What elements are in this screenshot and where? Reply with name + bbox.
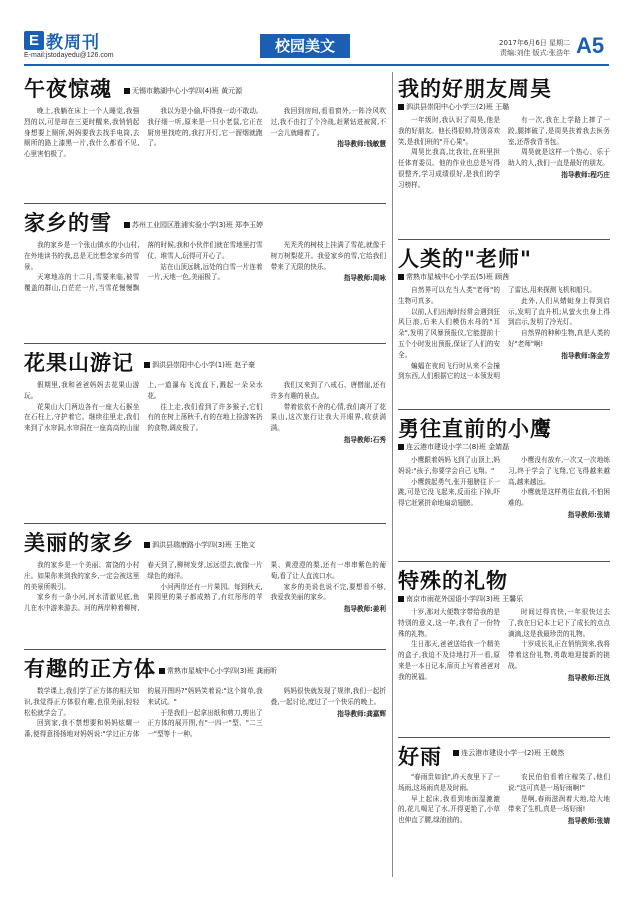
article-separator — [24, 523, 386, 524]
article-separator — [398, 561, 610, 562]
article-haoyu — [398, 744, 610, 876]
teacher-credit: 指导教师:张婧 — [567, 510, 610, 519]
article-byline: 泗洪县崇阳中心小学三(2)班 王璐 — [398, 102, 610, 112]
article-title: 我的好朋友周昊 — [398, 77, 552, 101]
article-byline: 连云港市建设小学一(2)班 王兢然 — [453, 748, 564, 758]
article-title: 有趣的正方体 — [24, 657, 156, 681]
teacher-credit: 指导教师:汪岚 — [567, 673, 610, 682]
brand-e-mark: E — [24, 31, 44, 50]
article-body: 小鹰跟着妈妈飞到了山顶上,妈妈说:"孩子,你要学会自己飞翔。" 小鹰鼓起勇气,张开翅膀往下一跳,可是它没飞起来,反而往下掉,吓得它赶紧拼命地扇动翅膀。 小鹰没有放弃,一次又一次地练习,终于学会了飞翔,它飞得越来越高,越来越远。 小鹰就是这样勇往直前,不怕困难的。 指导教师:张婧 — [398, 456, 610, 519]
article-body: "春雨贵如油",昨天夜里下了一场雨,这场雨真是及时雨。 早上起床,我看到地面湿漉漉的,花儿喝足了水,开得更艳了,小草也伸直了腰,绿油油的。 农民伯伯看着庄稼笑了,他们说:"这可真是一场好雨啊!" 是啊,春雨滋润着大地,给大地带来了生机,真是一场好雨! 指导教师:张婧 — [398, 773, 610, 826]
article-haopengyou — [398, 76, 610, 236]
brand-name: 教周刊 — [46, 32, 100, 53]
section-banner: 校园美文 — [260, 34, 350, 58]
article-title: 家乡的雪 — [24, 211, 112, 235]
article-title: 好雨 — [398, 745, 442, 769]
article-body: 假期里,我和爸爸妈妈去花果山游玩。 花果山大门两边各有一座大石猴坐在石柱上,守护着它。继续往里走,我们来到了水帘洞,水帘洞在一座高高的山崖上,一道瀑布飞流直下,溅起一朵朵水花。 往上走,我们看到了许多猴子,它们有的在树上荡秋千,有的在地上捡游客扔的食物,调皮极了。 我们又来到了八戒石、唐僧崖,还有许多有趣的景点。 带着依依不舍的心情,我们离开了花果山,这次旅行让我大开眼界,收获满满。 指导教师:石秀 — [24, 381, 386, 444]
article-byline: 常熟市星城中心小学五(5)班 顾茜 — [398, 272, 610, 282]
page-number: A5 — [576, 33, 605, 58]
teacher-credit: 指导教师:周咏 — [343, 274, 386, 283]
article-jiaxiang-xue — [24, 210, 386, 340]
teacher-credit: 指导教师:龚嘉辉 — [337, 709, 386, 718]
issue-date: 2017年6月6日 星期二 — [499, 39, 570, 47]
teacher-credit: 指导教师:张婧 — [567, 817, 610, 826]
article-body: 十岁,那对大便数字带给我的是特别的意义,这一年,我有了一份特殊的礼物。 生日那天,爸爸送给我一个精美的盒子,我迫不及待地打开一看,原来是一本日记本,扉页上写着爸爸对我的祝福。 时间过得真快,一年很快过去了,我在日记本上记下了成长的点点滴滴,这是我最珍贵的礼物。 十岁成长礼正在悄悄到来,我将带着这份礼物,勇敢地迎接新的挑战。 指导教师:汪岚 — [398, 608, 610, 682]
article-separator — [24, 203, 386, 204]
article-liwu — [398, 568, 610, 734]
article-title: 花果山游记 — [24, 351, 134, 375]
article-byline: 南京市雨花外国语小学四(3)班 王馨乐 — [398, 594, 610, 604]
article-separator — [398, 737, 610, 738]
article-byline: 无锡市鹅湖中心小学四(4)班 黄元源 — [124, 86, 242, 96]
article-separator — [398, 239, 610, 240]
article-huaguoshan — [24, 350, 386, 520]
article-byline: 泗洪县崇阳中心小学(1)班 赵子豪 — [144, 360, 255, 370]
article-byline: 泗洪县瑞康路小学四(3)班 王艳文 — [144, 540, 255, 550]
issue-meta — [450, 38, 570, 58]
article-body: 自然界可以充当人类"老师"的生物可真多。 以前,人们出海时经常会遇到狂风巨浪,后来人们模仿水母的"耳朵",发明了风暴预报仪,它能提前十五个小时发出预报,保证了人们的安全。 蝙蝠在夜间飞行时从来不会撞到东西,人们根据它的这一本领发明了雷达,用来探测飞机和船只。 此外,人们从蜻蜓身上得到启示,发明了直升机;从萤火虫身上得到启示,发明了冷光灯。 自然界的种种生物,真是人类的好"老师"啊! 指导教师:陈金芳 — [398, 286, 610, 381]
article-title: 人类的"老师" — [398, 247, 532, 271]
teacher-credit: 指导教师:陈金芳 — [561, 351, 610, 360]
teacher-credit: 指导教师:钱敏慧 — [337, 140, 386, 149]
article-body: 一年级时,我认识了周昊,他是我的好朋友。他长得很帅,特别喜欢笑,是我们班的"开心果"。 周昊比我高,比我壮,在班里担任体育委员。他的作业也总是写得很整齐,学习成绩很好,是我们的学习榜样。 有一次,我在上学路上摔了一跤,腿摔破了,是周昊扶着我去医务室,还帮我背书包。 周昊就是这样一个热心、乐于助人的人,我们一直是最好的朋友。 指导教师:程巧庄 — [398, 116, 610, 189]
article-byline: 苏州工业园区胜浦实验小学(3)班 郑李玉婷 — [124, 220, 263, 230]
column-divider — [392, 72, 393, 877]
article-body: 数学课上,我们学了正方体的相关知识,我觉得正方体很有趣,也很美丽,轻轻松松就学会了。 回到家,我不禁想要和妈妈炫耀一番,便得意扬扬地对妈妈说:"学过正方体的展开图吗?"妈妈笑着说:"这个简单,我来试试。" 于是我们一起拿出纸和剪刀,剪出了正方体的展开图,有"一四一"型、"二三一"型等十一种。 妈妈很快就发现了规律,我们一起折叠,一起讨论,度过了一个快乐的晚上。 指导教师:龚嘉辉 — [24, 687, 386, 739]
article-byline: 常熟市星城中心小学四(3)班 龚雨昕 — [159, 666, 277, 676]
article-title: 勇往直前的小鹰 — [398, 417, 552, 441]
teacher-credit: 指导教师:石秀 — [343, 435, 386, 444]
brand-email: E-mail:jstodayedu@126.com — [24, 52, 114, 59]
article-meili-jiaxiang — [24, 530, 386, 646]
teacher-credit: 指导教师:程巧庄 — [561, 170, 610, 179]
article-body: 我的家乡是一个美丽、富饶的小村庄。如果你来到我的家乡,一定会被这里的美景所吸引。 家乡有一条小河,河水清澈见底,鱼儿在水中游来游去。河的两岸种着柳树,春天到了,柳树发芽,远远望去,就像一片绿色的海洋。 小河两岸还有一片果园。每到秋天,果园里的果子都成熟了,有红彤彤的苹果、黄澄澄的梨,还有一串串紫色的葡萄,看了让人直流口水。 家乡的美说也说不完,要想看不够,我爱我美丽的家乡。 指导教师:姜利 — [24, 561, 386, 614]
article-body: 我的家乡是一个张山镇水的小山村,在外地读书的我,总是无比想念家乡的雪景。 天寒地冻的十二月,雪要来临,被雪覆盖的群山,白茫茫一片,当雪花慢慢飘落的时候,我和小伙伴们就在雪地里打雪仗、堆雪人,玩得可开心了。 站在山顶远眺,远处的白雪一片连着一片,天地一色,美丽极了。 光秃秃的树枝上挂满了雪花,就像千树万树梨花开。我爱家乡的雪,它给我们带来了无限的快乐。 指导教师:周咏 — [24, 241, 386, 293]
article-separator — [398, 409, 610, 410]
article-byline: 连云港市建设小学二(8)班 金婧磊 — [398, 442, 610, 452]
article-renlei-laoshi — [398, 246, 610, 406]
article-body: 晚上,我躺在床上一个人睡觉,我强烈的以,可是却在三更时醒来,我悄悄起身想要上厕所,妈妈要我去找手电筒,去厕所的路上漆黑一片,我什么都看不见,心里害怕极了。 我以为是小偷,吓得我一动不敢动。我仔细一听,原来是一只小老鼠,它正在厨房里找吃的,我打开灯,它一溜烟就跑了。 我回到房间,看看窗外,一阵冷风吹过,我不由打了个冷战,赶紧钻进被窝,不一会儿就睡着了。 指导教师:钱敏慧 — [24, 107, 386, 159]
issue-editor: 责编:刘佳 版式:张浩年 — [500, 49, 570, 57]
header-rule — [24, 64, 609, 66]
teacher-credit: 指导教师:姜利 — [343, 605, 386, 614]
article-zhengfangti — [24, 656, 386, 876]
article-wuhou — [24, 76, 386, 200]
article-title: 特殊的礼物 — [398, 569, 508, 593]
article-title: 美丽的家乡 — [24, 531, 134, 555]
article-separator — [24, 343, 386, 344]
brand-logo — [24, 30, 100, 53]
article-xiaoying — [398, 416, 610, 558]
article-title: 午夜惊魂 — [24, 77, 112, 101]
article-separator — [24, 649, 386, 650]
